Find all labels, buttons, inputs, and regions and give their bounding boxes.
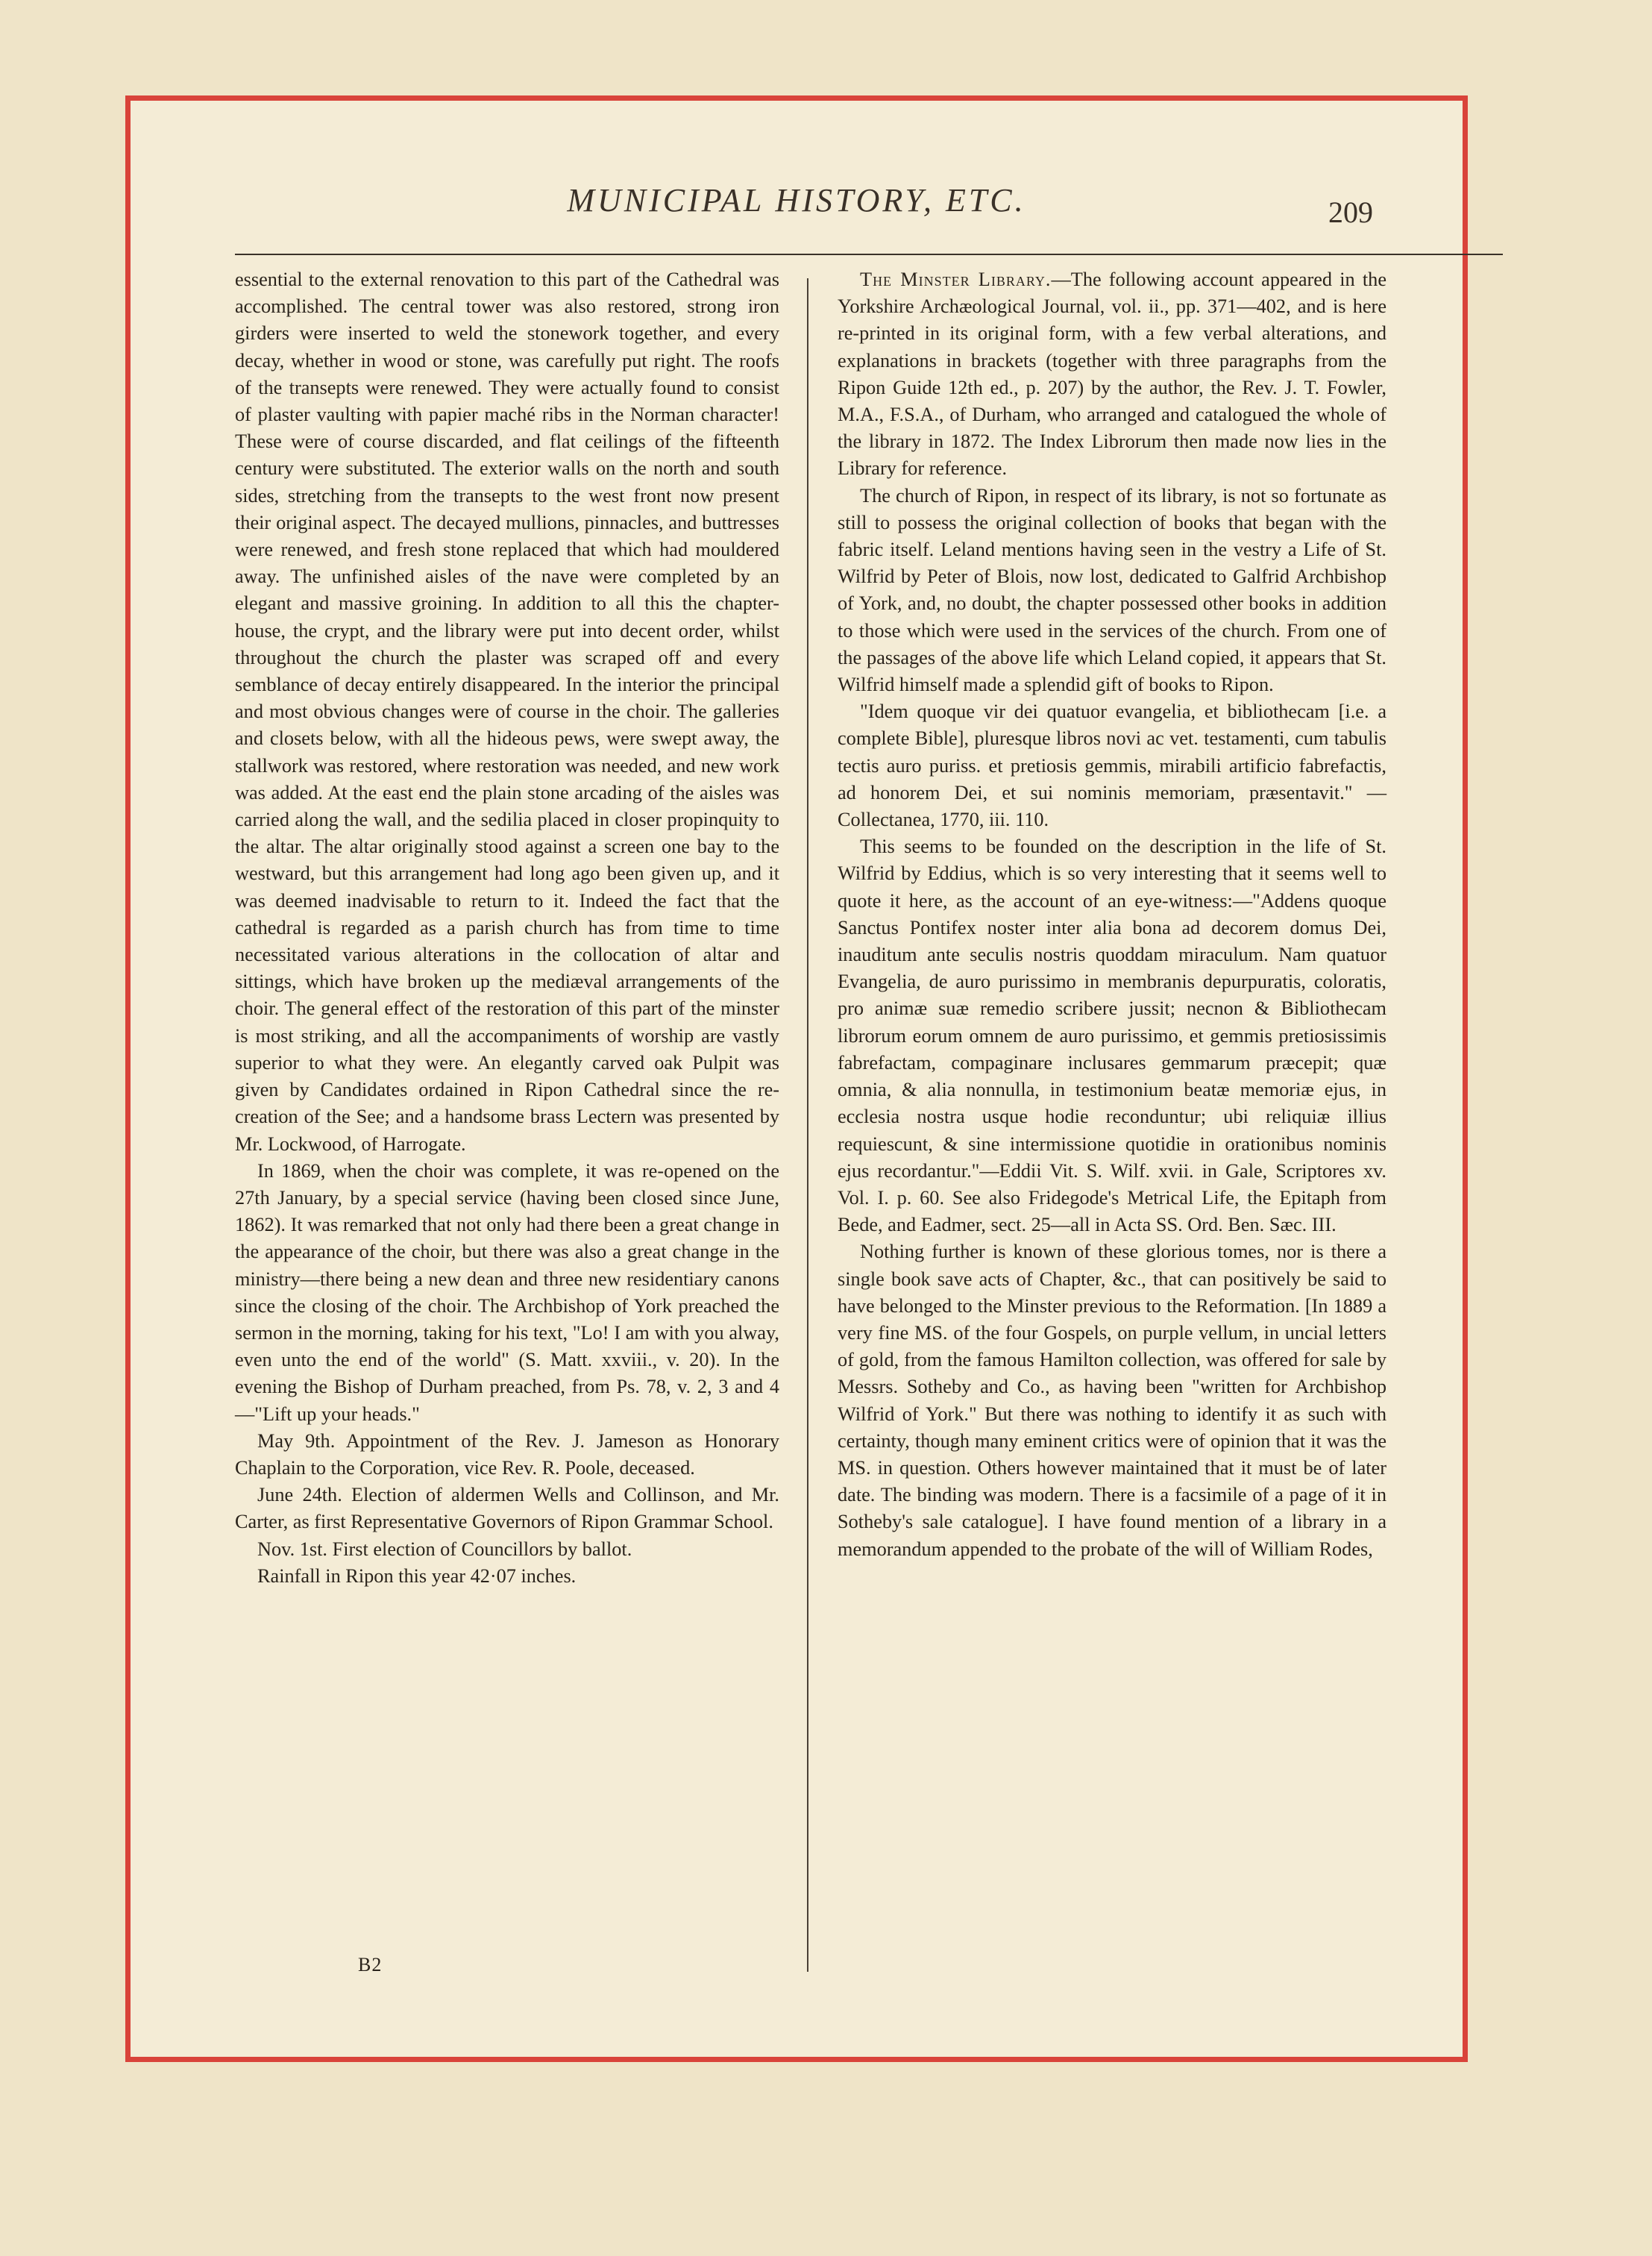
running-title: MUNICIPAL HISTORY, ETC. xyxy=(567,182,1026,219)
paragraph: essential to the external renovation to this part of the Cathedral was accomplished. The central tower was also restored, strong iron girders were inserted to weld the stonework together, and every decay, whether in wood or stone, was carefully put right. The roofs of the transepts were renewed. They were actually found to consist of plaster vaulting with papier maché ribs in the Norman character! These were of course discarded, and flat ceilings of the fifteenth century were substituted. The exterior walls on the north and south sides, stretching from the transepts to the west front now present their original aspect. The decayed mullions, pinnacles, and buttresses were renewed, and fresh stone replaced that which had mouldered away. The unfinished aisles of the nave were completed by an elegant and massive groining. In addition to all this the chapter-house, the crypt, and the library were put into decent order, whilst throughout the church the plaster was scraped off and every semblance of decay entirely disappeared. In the interior the principal and most obvious changes were of course in the choir. The galleries and closets below, with all the hideous pews, were swept away, the stallwork was restored, where restoration was needed, and new work was added. At the east end the plain stone arcading of the aisles was carried along the wall, and the sedilia placed in closer propinquity to the altar. The altar originally stood against a screen one bay to the westward, but this arrangement had long ago been given up, and it was deemed inadvisable to return to it. Indeed the fact that the cathedral is regarded as a parish church has from time to time necessitated various alterations in the collocation of altar and sittings, which have broken up the mediæval arrangements of the choir. The general effect of the restoration of this part of the minster is most striking, and all the accompaniments of worship are vastly superior to what they were. An elegantly carved oak Pulpit was given by Candidates ordained in Ripon Cathedral since the re-creation of the See; and a handsome brass Lectern was presented by Mr. Lockwood, of Harrogate. xyxy=(235,269,779,1155)
paragraph: This seems to be founded on the description in the life of St. Wilfrid by Eddius, which is so very interesting that it seems well to quote it here, as the account of an eye-witness:—"Addens quoque Sanctus Pontifex noster inter alia bona ad decorem domus Dei, inauditum ante seculis nostris quoddam miraculum. Nam quatuor Evangelia, de auro purissimo in membranis depurpuratis, coloratis, pro animæ suæ remedio scribere jussit; necnon & Bibliothecam librorum eorum omnem de auro purissimo, et gemmis pretiosissimis fabrefactam, compaginare inclusares gemmarum præcepit; quæ omnia, & alia nonnulla, in testimonium beatæ memoriæ ejus, in ecclesia nostra usque hodie reconduntur; ubi reliquiæ illius requiescunt, & sine intermissione quotidie in orationibus nominis ejus recordantur."—Eddii Vit. S. Wilf. xvii. in Gale, Scriptores xv. Vol. I. p. 60. See also Fridegode's Metrical Life, the Epitaph from Bede, and Eadmer, sect. 25—all in Acta SS. Ord. Ben. Sæc. III. xyxy=(838,836,1386,1236)
signature-mark: B2 xyxy=(358,1954,383,1975)
paragraph: "Idem quoque vir dei quatuor evangelia, et bibliothecam [i.e. a complete Bible], pluresque libros novi ac vet. testamenti, cum tabulis tectis auro puriss. et pretiosis gemmis, mirabili artificio fabrefactis, ad honorem Dei, et sui nominis memoriam, præsentavit." —Collectanea, 1770, iii. 110. xyxy=(838,701,1386,831)
left-column xyxy=(235,266,779,1590)
paragraph xyxy=(838,266,1386,483)
paragraph: Nothing further is known of these glorious tomes, nor is there a single book save acts of Chapter, &c., that can positively be said to have belonged to the Minster previous to the Reformation. [In 1889 a very fine MS. of the four Gospels, on purple vellum, in uncial letters of gold, from the famous Hamilton collection, was offered for sale by Messrs. Sotheby and Co., as having been "written for Archbishop Wilfrid of York." But there was nothing to identify it as such with certainty, though many eminent critics were of opinion that it was the MS. in question. Others however maintained that it must be of later date. The binding was modern. There is a facsimile of a page of it in Sotheby's sale catalogue]. I have found mention of a library in a memorandum appended to the probate of the will of William Rodes, xyxy=(838,1241,1386,1560)
page-number: 209 xyxy=(1328,195,1373,229)
right-column xyxy=(838,266,1386,1563)
paragraph-text: —The following account appeared in the Yorkshire Archæological Journal, vol. ii., pp. 371—402, and is here re-printed in its original form, with a few verbal alterations, and explanations in brackets (together with three paragraphs from the Ripon Guide 12th ed., p. 207) by the author, the Rev. J. T. Fowler, M.A., F.S.A., of Durham, who arranged and catalogued the whole of the library in 1872. The Index Librorum then made now lies in the Library for reference. xyxy=(838,269,1386,480)
column-divider xyxy=(807,278,808,1972)
paragraph: Nov. 1st. First election of Councillors by ballot. xyxy=(257,1538,632,1560)
paragraph: June 24th. Election of aldermen Wells and Collinson, and Mr. Carter, as first Representative Governors of Ripon Grammar School. xyxy=(235,1484,779,1533)
header-rule xyxy=(235,254,1503,255)
paragraph: In 1869, when the choir was complete, it was re-opened on the 27th January, by a special service (having been closed since June, 1862). It was remarked that not only had there been a great change in the appearance of the choir, but there was also a great change in the ministry—there being a new dean and three new residentiary canons since the closing of the choir. The Archbishop of York preached the sermon in the morning, taking for his text, "Lo! I am with you alway, even unto the end of the world" (S. Matt. xxviii., v. 20). In the evening the Bishop of Durham preached, from Ps. 78, v. 2, 3 and 4—"Lift up your heads." xyxy=(235,1159,779,1425)
paragraph: Rainfall in Ripon this year 42·07 inches. xyxy=(257,1564,577,1587)
section-heading: The Minster Library. xyxy=(860,269,1052,290)
page-frame xyxy=(125,95,1468,2062)
paragraph: May 9th. Appointment of the Rev. J. Jameson as Honorary Chaplain to the Corporation, vice Rev. R. Poole, deceased. xyxy=(235,1429,779,1479)
paragraph: The church of Ripon, in respect of its library, is not so fortunate as still to possess the original collection of books that began with the fabric itself. Leland mentions having seen in the vestry a Life of St. Wilfrid by Peter of Blois, now lost, dedicated to Galfrid Archbishop of York, and, no doubt, the chapter possessed other books in addition to those which were used in the services of the church. From one of the passages of the above life which Leland copied, it appears that St. Wilfrid himself made a splendid gift of books to Ripon. xyxy=(838,484,1386,696)
